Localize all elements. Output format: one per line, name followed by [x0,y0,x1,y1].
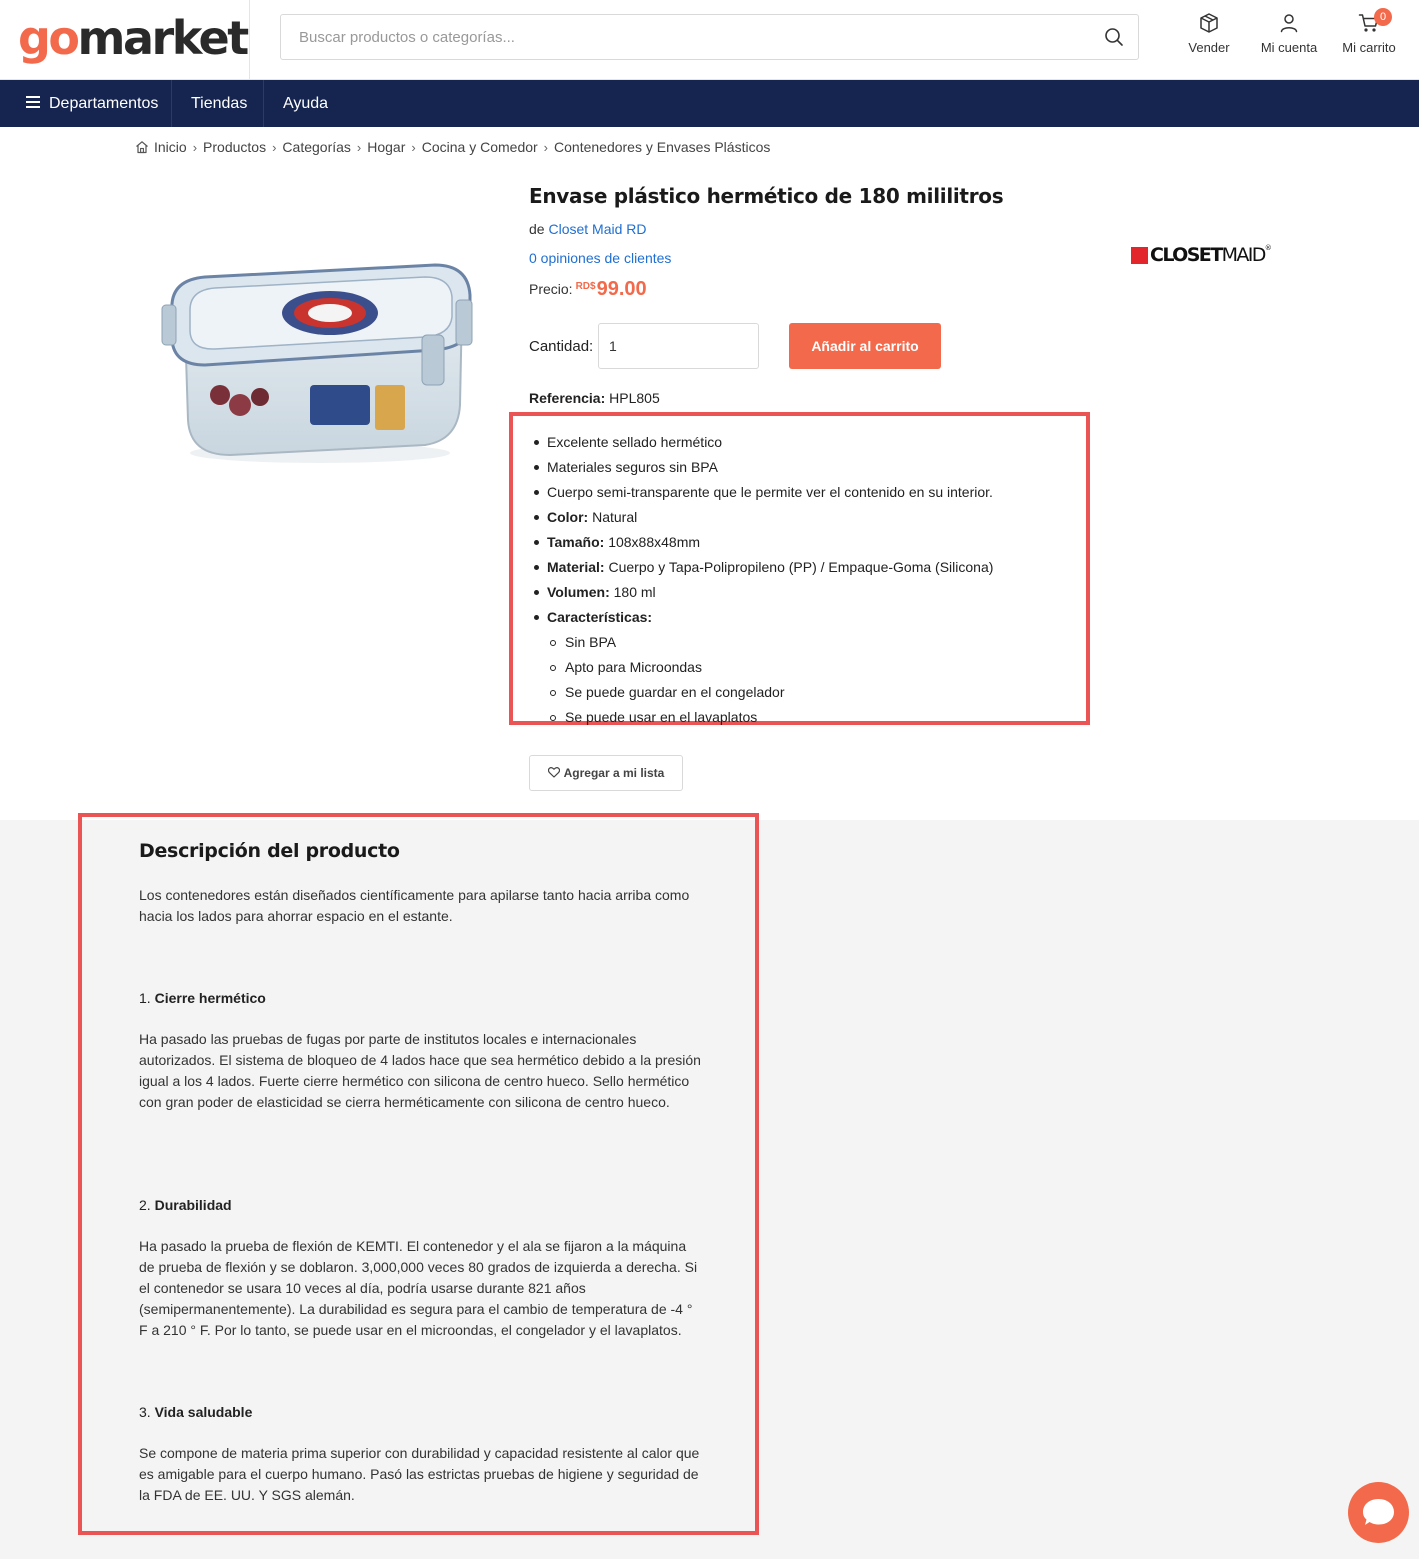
cart-count-badge: 0 [1374,8,1392,26]
bullet [534,440,539,445]
bullet [534,515,539,520]
logo-go: go [18,11,78,65]
feature-item [547,605,993,630]
account-button[interactable] [1249,12,1329,62]
cart-label: Mi carrito [1342,40,1396,55]
feature-item [547,505,993,530]
feature-text: Materiales seguros sin BPA [547,459,718,475]
characteristic-item [547,705,993,730]
chevron-right-icon: › [543,139,549,155]
seller-link[interactable]: Closet Maid RD [548,221,647,237]
breadcrumb-categories[interactable]: Categorías [282,139,351,156]
chat-button[interactable] [1348,1482,1409,1543]
seller-line [529,221,647,237]
logo-market: market [77,11,247,65]
bullet [534,540,539,545]
nav-departments[interactable] [26,80,158,127]
logo-divider [249,0,250,80]
chevron-right-icon: › [356,139,362,155]
breadcrumb-home[interactable]: Inicio [154,139,187,156]
feature-item [547,530,993,555]
search-bar [280,14,1139,60]
seller-prefix: de [529,221,545,237]
nav-help[interactable]: Ayuda [283,95,329,112]
chat-bubble-icon [1348,1482,1409,1543]
section-heading [139,1404,252,1420]
characteristic-text: Se puede guardar en el congelador [565,684,785,700]
box-icon [1198,12,1220,34]
brand-logo-light: MAID [1221,244,1265,266]
section-number: 3. [139,1404,151,1420]
header [0,0,1419,80]
bullet [534,490,539,495]
section-heading [139,990,266,1006]
breadcrumb-kitchen[interactable]: Cocina y Comedor [421,139,538,156]
feature-label: Tamaño: [547,534,605,550]
product-title: Envase plástico hermético de 180 mililitros [529,184,1004,208]
characteristic-item [547,630,993,655]
account-label: Mi cuenta [1260,40,1318,55]
bullet [534,565,539,570]
add-to-cart-button[interactable]: Añadir al carrito [789,323,941,369]
nav-divider [263,80,264,127]
main-nav [0,80,1419,127]
nav-departments-label: Departamentos [49,95,159,112]
brand-logo-text [1150,244,1270,266]
features-list [547,430,993,730]
feature-label: Color: [547,509,589,525]
sub-bullet [550,640,556,646]
features-box [509,412,1090,725]
bullet [534,465,539,470]
feature-label: Características: [547,609,653,625]
price-value: 99.00 [596,278,647,300]
chevron-right-icon: › [272,139,277,155]
brand-logo-bold: CLOSET [1150,244,1222,266]
characteristic-item [547,655,993,680]
sub-bullet [550,665,556,671]
section-number: 2. [139,1197,151,1213]
sell-button[interactable] [1169,12,1249,62]
cart-button[interactable] [1329,12,1409,62]
sell-label: Vender [1188,40,1230,55]
add-to-wishlist-button[interactable] [529,755,683,791]
price-row [529,278,647,308]
product-image[interactable] [160,255,480,470]
price-currency: RD$ [575,281,596,292]
breadcrumb [135,138,770,156]
brand-logo[interactable] [1131,244,1270,268]
price-label: Precio: [529,281,573,297]
heart-icon [548,767,560,778]
feature-text: Excelente sellado hermético [547,434,723,450]
section-heading-text: Durabilidad [154,1197,232,1213]
brand-logo-square [1131,247,1148,264]
sub-bullet [550,690,556,696]
section-text: Ha pasado la prueba de flexión de KEMTI. El contenedor y el ala se fijaron a la máquina de prueba de flexión y se doblaron. 3,000,000 veces 80 grados de izquierda a derecha. Si el contenedor se usara 10 veces al día, podría usarse durante 821 años (semipermanentemente). La durabilidad es segura para el cambio de temperatura de -4 ° F a 210 ° F. Por lo tanto, se puede usar en el microondas, el congelador y el lavaplatos. [139,1238,698,1338]
reference [529,390,660,406]
chevron-right-icon: › [192,139,198,155]
bullet [534,615,539,620]
search-input[interactable] [281,15,1081,59]
bullet [534,590,539,595]
characteristic-item [547,680,993,705]
home-icon[interactable] [135,140,149,154]
feature-item [547,580,993,605]
brand-logo-mark: ® [1264,244,1271,252]
feature-text: Cuerpo y Tapa-Polipropileno (PP) / Empaque-Goma (Silicona) [604,559,994,575]
quantity-input[interactable] [598,323,759,369]
feature-label: Volumen: [547,584,610,600]
quantity-label: Cantidad: [529,338,594,355]
feature-text: 108x88x48mm [604,534,701,550]
wishlist-label: Agregar a mi lista [563,766,665,780]
section-text: Ha pasado las pruebas de fugas por parte de institutos locales e internacionales autorizados. El sistema de bloqueo de 4 lados hace que sea hermético debido a la presión igual a los 4 lados. Fuerte cierre hermético con silicona de centro hueco. Sello hermético con gran poder de elasticidad se cierra herméticamente con silicona de centro hueco. [139,1031,701,1110]
breadcrumb-products[interactable]: Productos [203,139,267,156]
breadcrumb-home-category[interactable]: Hogar [367,139,406,156]
chevron-right-icon: › [411,139,416,155]
breadcrumb-containers[interactable]: Contenedores y Envases Plásticos [554,139,771,156]
nav-stores[interactable]: Tiendas [191,95,248,112]
user-icon [1278,12,1300,34]
section-heading-text: Vida saludable [154,1404,253,1420]
section-text: Se compone de materia prima superior con durabilidad y capacidad resistente al calor que es amigable para el cuerpo humano. Pasó las estrictas pruebas de higiene y seguridad de la FDA de EE. UU. Y SGS alemán. [139,1445,700,1503]
description-title: Descripción del producto [139,840,400,862]
characteristic-text: Se puede usar en el lavaplatos [565,709,758,725]
sub-bullet [550,715,556,721]
feature-text: Natural [588,509,638,525]
nav-divider [171,80,172,127]
section-heading [139,1197,232,1213]
gomarket-logo[interactable] [18,8,247,68]
characteristic-text: Apto para Microondas [565,659,702,675]
feature-text: Cuerpo semi-transparente que le permite ver el contenido en su interior. [547,484,993,500]
search-icon[interactable] [1104,27,1124,47]
feature-item [547,455,993,480]
section-number: 1. [139,990,151,1006]
reference-value: HPL805 [609,390,660,406]
menu-icon [26,96,40,108]
feature-item [547,430,993,455]
reviews-link[interactable]: 0 opiniones de clientes [529,250,672,266]
characteristic-text: Sin BPA [565,634,617,650]
feature-item [547,555,993,580]
reference-label: Referencia: [529,390,606,406]
feature-label: Material: [547,559,605,575]
feature-text: 180 ml [609,584,656,600]
description-intro: Los contenedores están diseñados científicamente para apilarse tanto hacia arriba como hacia los lados para ahorrar espacio en el estante. [139,887,690,924]
feature-item [547,480,993,505]
section-heading-text: Cierre hermético [154,990,266,1006]
